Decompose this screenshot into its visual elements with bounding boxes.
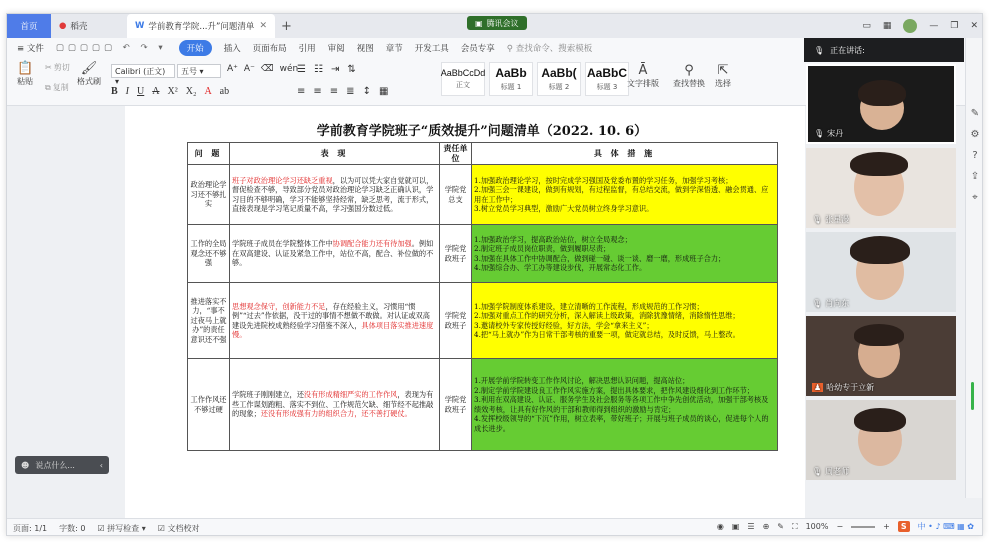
borders-icon[interactable]: ▦ (378, 86, 389, 97)
share-icon[interactable]: ⇪ (970, 171, 980, 182)
comment-input[interactable] (15, 456, 109, 474)
table-header-row (188, 143, 778, 165)
find-replace-button[interactable] (673, 64, 705, 89)
tab-docer[interactable] (51, 14, 127, 38)
performance-cell (230, 165, 440, 225)
command-search[interactable] (507, 42, 592, 54)
unit-cell: 学院党政班子 (440, 359, 472, 451)
collapse-icon[interactable]: ‹ (99, 460, 103, 470)
command-search-placeholder: 查找命令、搜索模板 (515, 44, 593, 54)
mic-icon: 🎙 (812, 299, 823, 308)
underline-icon[interactable]: U (137, 86, 145, 97)
scissors-icon: ✂ (45, 63, 52, 72)
paste-button[interactable] (17, 62, 33, 87)
user-avatar[interactable] (903, 19, 917, 33)
performance-text: 。例如在双高建设、认证及紧急工作中，站位不高，配合、补位做的不够。 (232, 239, 434, 268)
participant-name-text: 周老师 (825, 467, 850, 476)
measure-item: 3.加强在具体工作中协调配合，做到碰一碰、谈一谈、磨一磨，形成班子合力； (474, 253, 726, 263)
grow-font-icon[interactable]: A⁺ (227, 64, 238, 74)
bold-icon[interactable]: B (111, 86, 118, 97)
measure-item: 2.制定班子成员岗位职责，做到履职尽责； (474, 244, 611, 254)
page-view-icon[interactable]: ▣ (731, 522, 740, 531)
measure-item: 1.开展学前学院转变工作作风讨论，解决思想认识问题，提高站位； (474, 375, 690, 385)
paste-icon: 📋 (17, 61, 34, 76)
menu-insert[interactable]: 插入 (223, 44, 241, 54)
mic-icon: 🎙 (814, 129, 825, 138)
subscript-icon[interactable]: X₂ (185, 86, 197, 97)
menu-review[interactable]: 审阅 (327, 44, 345, 54)
indent-icon[interactable]: ⇥ (330, 64, 340, 75)
highlight-icon[interactable]: ab (219, 86, 230, 97)
align-right-icon[interactable]: ≡ (329, 86, 339, 97)
format-painter-button[interactable] (77, 62, 101, 87)
performance-highlight: 没有形成精细严实的工作作风 (303, 390, 398, 400)
shrink-font-icon[interactable]: A⁻ (243, 64, 255, 74)
performance-text: 学院班子成员在学院整体工作中 (232, 239, 333, 249)
settings-icon[interactable]: ⚙ (970, 129, 980, 140)
style-heading-3[interactable] (585, 62, 629, 96)
clear-format-icon[interactable]: ⌫ (260, 64, 274, 74)
new-tab-button[interactable]: + (281, 18, 292, 34)
video-tile[interactable] (806, 316, 956, 396)
performance-cell (230, 225, 440, 283)
measures-cell (472, 225, 778, 283)
unit-cell: 学院党政班子 (440, 225, 472, 283)
align-center-icon[interactable]: ≡ (313, 86, 322, 97)
table-row (188, 165, 778, 225)
text-layout-label: 文字排版 (627, 79, 659, 88)
meeting-icon: ▣ (475, 18, 483, 28)
style-h2-label: 标题 2 (548, 83, 570, 91)
menu-member[interactable]: 会员专享 (460, 44, 495, 54)
tab-docer-label: 稻壳 (70, 22, 88, 32)
performance-highlight: 还没有形成强有力的组织合力，还不善打硬仗。 (260, 409, 412, 419)
unit-cell: 学院党政班子 (440, 283, 472, 359)
window-controls (862, 14, 978, 38)
issue-cell: 工作作风还不够过硬 (188, 359, 230, 451)
copy-button[interactable] (45, 82, 69, 93)
format-painter-label: 格式刷 (77, 77, 101, 86)
mic-icon: 🎙 (812, 467, 823, 476)
sort-icon[interactable]: ⇅ (347, 64, 356, 75)
participant-name-text: 宋丹 (827, 129, 844, 138)
performance-highlight: 具体项目落实推进速度慢。 (232, 320, 434, 340)
style-h3-sample: AaBbC (586, 66, 627, 80)
strike-icon[interactable]: A (152, 86, 160, 97)
cut-button[interactable] (45, 62, 70, 73)
menu-section[interactable]: 章节 (385, 44, 403, 54)
tab-home-label: 首页 (20, 22, 38, 32)
copy-icon: ⧉ (45, 82, 51, 92)
measure-item: 4.发挥校级领导的“下沉”作用，树立表率，带好班子；开展与班子成员的谈心，促进每个人的成长进步。 (474, 414, 769, 433)
layout-icon[interactable]: ▭ (862, 21, 871, 31)
align-left-icon[interactable]: ≡ (297, 86, 306, 97)
cursor-icon: ⇱ (717, 63, 729, 78)
docer-icon: ● (59, 21, 67, 31)
bullets-icon[interactable]: ☰ (297, 64, 306, 75)
issue-cell: 政治理论学习还不够扎实 (188, 165, 230, 225)
status-right (717, 521, 974, 532)
font-name-value: Calibri (正文) (115, 67, 166, 76)
font-size-value: 五号 (181, 67, 197, 76)
magnifier-icon: ⚲ (684, 63, 694, 78)
paste-label: 粘贴 (17, 77, 34, 86)
select-label: 选择 (715, 79, 731, 88)
menu-page-layout[interactable]: 页面布局 (252, 44, 287, 54)
font-size-tools (227, 64, 298, 74)
justify-icon[interactable]: ≣ (346, 86, 355, 97)
web-view-icon[interactable]: ⊕ (762, 522, 770, 531)
zoom-out-icon[interactable]: − (836, 522, 844, 531)
minimize-icon[interactable]: — (929, 21, 939, 31)
text-layout-icon: Ā (638, 63, 648, 78)
menu-file[interactable]: ≡ 文件 (17, 44, 44, 54)
participant-name-text: 张星漫 (825, 215, 850, 224)
participant-hair (858, 80, 906, 106)
tab-document-label: 学前教育学院...升”问题清单 (148, 22, 255, 32)
meeting-indicator[interactable] (467, 16, 527, 30)
style-h1-sample: AaBb (495, 66, 527, 80)
ime-tray-icons[interactable]: 中 • ♪ ⌨ ▦ ✿ (917, 522, 974, 531)
proofread-label: 文档校对 (167, 523, 200, 533)
paragraph-tools (297, 64, 356, 75)
meeting-panel (804, 38, 964, 498)
document-title: 学前教育学院班子“质效提升”问题清单（2022. 10. 6） (316, 124, 648, 139)
participant-name (812, 298, 849, 309)
title-bar (7, 14, 983, 38)
pinyin-icon[interactable]: wén (279, 64, 299, 74)
performance-highlight: 班子对政治理论学习还缺乏重视 (232, 175, 333, 185)
style-normal[interactable] (441, 62, 485, 96)
performance-text: 学院班子刚刚建立，还 (232, 390, 304, 400)
comment-placeholder: 说点什么... (35, 460, 75, 470)
close-tab-icon[interactable]: ✕ (259, 21, 267, 31)
spell-check[interactable]: ☑ 拼写检查 ▾ (97, 523, 146, 533)
grid-icon[interactable]: ▦ (882, 21, 892, 31)
measure-item: 3.邀请校外专家传授好经验，好方法，学会“拿来主义”； (474, 320, 654, 330)
participant-name (812, 466, 849, 477)
performance-text: ，表现为有些工作谋划跑粗、落实不到位、工作规范欠缺、细节经不起推敲的现象； (232, 390, 434, 419)
style-heading-2[interactable] (537, 62, 581, 96)
edit-icon[interactable]: ✎ (970, 108, 980, 119)
brush-icon: 🖌 (80, 61, 98, 76)
participant-name (812, 382, 874, 393)
issues-table (187, 142, 778, 451)
video-tile[interactable] (806, 148, 956, 228)
tab-home[interactable] (7, 14, 51, 38)
measure-item: 1.加强政治理论学习，按时完成学习强国及党委布置的学习任务，加强学习考核； (474, 175, 733, 185)
header-performance: 表 现 (230, 143, 440, 165)
scroll-indicator[interactable] (971, 382, 974, 410)
right-rail (965, 38, 983, 498)
menu-developer[interactable]: 开发工具 (414, 44, 449, 54)
mic-icon: 🎙 (814, 45, 825, 55)
participant-name (812, 214, 849, 225)
help-icon[interactable]: ? (972, 150, 978, 161)
superscript-icon[interactable]: X² (167, 86, 178, 97)
numbering-icon[interactable]: ☷ (313, 64, 323, 75)
measures-cell (472, 359, 778, 451)
text-format-tools (111, 86, 229, 97)
cut-label: 剪切 (53, 63, 70, 72)
speaking-label: 正在讲话: (830, 45, 865, 55)
menu-references[interactable]: 引用 (298, 44, 316, 54)
performance-highlight: 思想观念保守，创新能力不足 (232, 301, 326, 311)
participant-hair (854, 324, 904, 346)
style-gallery (441, 62, 629, 96)
font-size-select[interactable]: 五号 ▾ (177, 64, 221, 78)
write-view-icon[interactable]: ✎ (777, 522, 784, 531)
video-tile[interactable] (806, 232, 956, 312)
checkbox-icon: ☑ (97, 523, 105, 533)
close-window-icon[interactable]: ✕ (970, 21, 978, 31)
style-h2-sample: AaBb( (541, 66, 577, 80)
menu-view[interactable]: 视图 (356, 44, 374, 54)
performance-text: ，以为可以凭大家自觉就可以，督促检查不够，导致部分党员对政治理论学习缺乏正确认识，学习目的不够明确，学习不能够坚持经常，缺乏思考，流于形式，直接表现是学习笔记质量不高，学习强国分数过低。 (232, 175, 434, 214)
style-h3-label: 标题 3 (596, 83, 618, 91)
copy-label: 复制 (52, 83, 69, 92)
performance-highlight: 协调配合能力还有待加强 (332, 239, 412, 249)
video-tile[interactable] (806, 400, 956, 480)
location-icon[interactable]: ⌖ (972, 192, 978, 203)
proofread[interactable] (158, 523, 200, 534)
host-badge-icon: ♟ (814, 383, 822, 392)
ime-icon[interactable]: S (898, 521, 910, 532)
participant-hair (850, 236, 910, 264)
zoom-slider[interactable] (851, 526, 875, 528)
status-bar (7, 518, 983, 536)
measure-item: 2.加强对重点工作的研究分析，深入解读上级政策，消除犹豫情绪，消除惰性思维； (474, 311, 740, 321)
video-tile[interactable] (806, 64, 956, 144)
performance-cell (230, 359, 440, 451)
table-row (188, 359, 778, 451)
menu-start[interactable]: 开始 (179, 40, 212, 56)
page-count: 页面: 1/1 (13, 523, 48, 533)
measure-item: 1.加强政治学习，提高政治站位，树立全局观念； (474, 234, 632, 244)
document-canvas (7, 106, 807, 518)
mic-icon: 🎙 (812, 215, 823, 224)
font-color-icon[interactable]: A (204, 86, 212, 97)
emoji-icon[interactable]: ☻ (21, 460, 30, 470)
issue-cell: 工作的全局观念还不够强 (188, 225, 230, 283)
style-normal-label: 正文 (456, 81, 470, 89)
measure-item: 2.制定学前学院建设良工作作风实施方案，提出具体要求，把作风建设细化到工作环节； (474, 385, 754, 395)
participant-name-text: 哈幼专于立新 (826, 383, 875, 392)
outline-view-icon[interactable]: ☰ (747, 522, 755, 531)
performance-cell (230, 283, 440, 359)
restore-icon[interactable]: ❐ (950, 21, 959, 31)
fit-icon[interactable]: ⛶ (791, 521, 798, 531)
measures-cell (472, 165, 778, 225)
style-normal-sample: AaBbCcDd (440, 68, 486, 78)
line-spacing-icon[interactable]: ↕ (362, 86, 371, 97)
spell-check-label: 拼写检查 (107, 523, 140, 533)
italic-icon[interactable]: I (125, 86, 130, 97)
style-heading-1[interactable] (489, 62, 533, 96)
performance-text: ，存在经验主义，习惯用“惯例”“过去”作依据，没干过的事情不想做不敢做。对认证或双高建设先进院校成熟经验学习借鉴不深入， (232, 301, 430, 330)
participant-name (814, 128, 843, 139)
quick-icons: ▢▢▢▢▢ ↶ ↷ ▾ (55, 43, 167, 53)
search-icon: ⚲ (506, 44, 513, 54)
style-h1-label: 标题 1 (500, 83, 522, 91)
eye-icon[interactable]: ◉ (716, 522, 724, 531)
header-issue: 问 题 (188, 143, 230, 165)
measure-item: 1.加强学院制度体系建设，建立清晰的工作流程，形成规范的工作习惯； (474, 301, 704, 311)
font-name-select[interactable]: Calibri (正文) ▾ (111, 64, 175, 78)
tab-document[interactable] (127, 14, 275, 38)
checkbox-icon: ☑ (157, 523, 165, 533)
measure-item: 3.利用在双高建设、认证、服务学生及社会服务等各项工作中争先创优活动，加强干部考核及绩效考核，让具有好作风的干部和教师得到组织的激励与肯定； (474, 395, 769, 414)
find-replace-label: 查找替换 (673, 79, 705, 88)
measure-item: 4.加强综合办、学工办等建设步伐，开展常态化工作。 (474, 263, 647, 273)
align-tools (297, 86, 388, 97)
measure-item: 2.加强三会一课建设，做到有规划，有过程监督，有总结交流，做到学深悟透、融会贯通、应用在工作中； (474, 185, 769, 204)
word-count[interactable]: 字数: 0 (59, 523, 86, 533)
measure-item: 3.树立党员学习典型，激励广大党员树立终身学习意识。 (474, 204, 654, 214)
select-button[interactable] (715, 64, 731, 89)
word-doc-icon: W (135, 21, 145, 31)
app-window (6, 13, 983, 536)
text-layout-button[interactable] (627, 64, 659, 89)
participant-hair (850, 152, 908, 176)
zoom-level[interactable]: 100% (805, 522, 829, 531)
issue-cell: 推进落实不力，“事不过夜马上就办”的责任意识还不强 (188, 283, 230, 359)
meeting-app-label: 腾讯会议 (486, 18, 519, 28)
speaking-bar (804, 38, 964, 62)
document-page[interactable] (125, 106, 805, 518)
header-measures: 具 体 措 施 (472, 143, 778, 165)
unit-cell: 学院党总支 (440, 165, 472, 225)
table-row (188, 225, 778, 283)
participant-hair (854, 408, 906, 432)
zoom-in-icon[interactable]: + (883, 522, 890, 531)
header-unit: 责任单位 (440, 143, 472, 165)
measure-item: 4.把“马上就办”作为日常干部考核的重要一项，做定就总结，及时反馈，马上整改。 (474, 330, 740, 340)
participant-name-text: 肖向东 (825, 299, 850, 308)
table-row (188, 283, 778, 359)
measures-cell (472, 283, 778, 359)
